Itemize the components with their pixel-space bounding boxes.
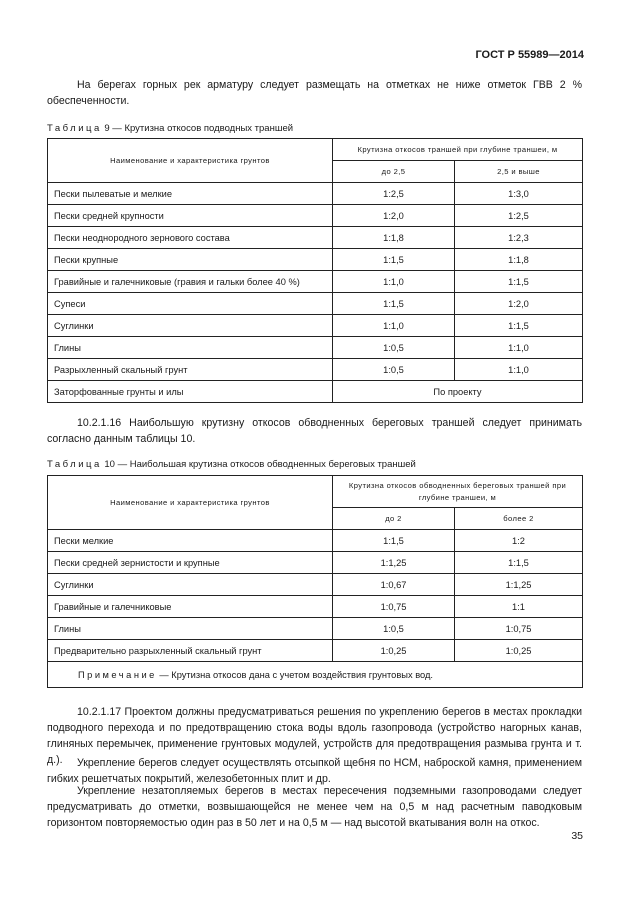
table9-col-b: 2,5 и выше (455, 161, 583, 183)
document-header: ГОСТ Р 55989—2014 (475, 49, 584, 61)
table10-cell-name: Глины (48, 618, 333, 640)
table10-caption (47, 459, 416, 470)
table9-cell-b: 1:1,8 (455, 249, 583, 271)
table9-cell-a: 1:1,5 (333, 293, 455, 315)
table9-cell-name: Пески средней крупности (48, 205, 333, 227)
table10-col-b: более 2 (455, 508, 583, 530)
table9-cell-a: 1:1,8 (333, 227, 455, 249)
table9-cell-name: Супеси (48, 293, 333, 315)
table-row (48, 227, 583, 249)
table9-cell-b: 1:2,3 (455, 227, 583, 249)
table10-cell-b: 1:0,75 (455, 618, 583, 640)
table9-cell-name: Пески крупные (48, 249, 333, 271)
table9-cell-a: 1:1,5 (333, 249, 455, 271)
table10-note (48, 662, 583, 688)
table9-caption-text: 9 — Крутизна откосов подводных траншей (101, 123, 294, 134)
table10-cell-name: Предварительно разрыхленный скальный грунт (48, 640, 333, 662)
table9-cell-b: 1:1,5 (455, 271, 583, 293)
table10-cell-a: 1:0,25 (333, 640, 455, 662)
table9-col-name: Наименование и характеристика грунтов (48, 139, 333, 183)
table10-cell-name: Суглинки (48, 574, 333, 596)
page-number: 35 (571, 830, 583, 842)
table9-cell-a: 1:2,0 (333, 205, 455, 227)
paragraph-10-2-1-16: 10.2.1.16 Наибольшую крутизну откосов обводненных береговых траншей следует принимать согласно данным таблицы 10. (47, 417, 582, 445)
table9-cell-name: Пески пылеватые и мелкие (48, 183, 333, 205)
table9-cell-b: 1:2,5 (455, 205, 583, 227)
table10-cell-b: 1:1,5 (455, 552, 583, 574)
table-row (48, 205, 583, 227)
table9-cell-b: 1:3,0 (455, 183, 583, 205)
table9-last-name: Заторфованные грунты и илы (48, 381, 333, 403)
table10-cell-a: 1:0,67 (333, 574, 455, 596)
table-row (48, 249, 583, 271)
table-row (48, 337, 583, 359)
table10-col-a: до 2 (333, 508, 455, 530)
table-row (48, 315, 583, 337)
table9-cell-a: 1:2,5 (333, 183, 455, 205)
table9 (47, 138, 583, 403)
table9-cell-b: 1:2,0 (455, 293, 583, 315)
table-row (48, 552, 583, 574)
table10-cell-b: 1:1 (455, 596, 583, 618)
table9-cell-name: Пески неоднородного зернового состава (48, 227, 333, 249)
table10-note-text: — Крутизна откосов дана с учетом воздействия грунтовых вод. (156, 669, 434, 680)
paragraph-10-2-1-17: 10.2.1.17 Проектом должны предусматриваться решения по укреплению берегов в местах прокладки подводного перехода и по предотвращению стока воды вдоль газопровода (устройство нагорных канав, глиняных перемычек, применение грунтовых модулей, устройств для предотвращения размыва грунта и т. д.). (47, 706, 582, 766)
table9-cell-a: 1:1,0 (333, 315, 455, 337)
table-row (48, 530, 583, 552)
table9-cell-b: 1:1,0 (455, 337, 583, 359)
table-row (48, 359, 583, 381)
table10-cell-a: 1:0,75 (333, 596, 455, 618)
table9-cell-a: 1:0,5 (333, 359, 455, 381)
table10-cell-b: 1:0,25 (455, 640, 583, 662)
table10-cell-name: Пески средней зернистости и крупные (48, 552, 333, 574)
table-row (48, 183, 583, 205)
table-row (48, 271, 583, 293)
table9-last-value: По проекту (333, 381, 583, 403)
table9-col-group: Крутизна откосов траншей при глубине траншеи, м (333, 139, 583, 161)
table10-cell-b: 1:1,25 (455, 574, 583, 596)
table9-cell-b: 1:1,0 (455, 359, 583, 381)
table-row (48, 293, 583, 315)
table9-caption-word: Таблица (47, 123, 102, 134)
table9-cell-name: Разрыхленный скальный грунт (48, 359, 333, 381)
table10-note-word: Примечание (78, 669, 157, 680)
table-row (48, 574, 583, 596)
table-row (48, 381, 583, 403)
table-row (48, 640, 583, 662)
table-row (48, 618, 583, 640)
table10-caption-text: 10 — Наибольшая крутизна откосов обводненных береговых траншей (101, 459, 416, 470)
table10-note-row (48, 662, 583, 688)
paragraph-intro: На берегах горных рек арматуру следует размещать на отметках не ниже отметок ГВВ 2 % обеспеченности. (47, 79, 582, 107)
table10-cell-a: 1:1,25 (333, 552, 455, 574)
table9-cell-b: 1:1,5 (455, 315, 583, 337)
table9-cell-name: Глины (48, 337, 333, 359)
table9-col-a: до 2,5 (333, 161, 455, 183)
table10-col-name: Наименование и характеристика грунтов (48, 476, 333, 530)
table9-cell-a: 1:0,5 (333, 337, 455, 359)
table10-cell-name: Пески мелкие (48, 530, 333, 552)
table10-caption-word: Таблица (47, 459, 102, 470)
table-row (48, 596, 583, 618)
table10-col-group: Крутизна откосов обводненных береговых траншей при глубине траншеи, м (333, 476, 583, 508)
table10-cell-name: Гравийные и галечниковые (48, 596, 333, 618)
table10-cell-a: 1:0,5 (333, 618, 455, 640)
table9-cell-a: 1:1,0 (333, 271, 455, 293)
table10-cell-b: 1:2 (455, 530, 583, 552)
table10-cell-a: 1:1,5 (333, 530, 455, 552)
table9-cell-name: Гравийные и галечниковые (гравия и гальки более 40 %) (48, 271, 333, 293)
paragraph-nezatoplyaemye: Укрепление незатопляемых берегов в местах пересечения подземными газопроводами следует предусматривать до отметки, возвышающейся не менее чем на 0,5 м над расчетным паводковым горизонтом повторяемостью один раз в 50 лет и на 0,5 м — над высотой вкатывания волн на откос. (47, 785, 582, 829)
table9-caption (47, 123, 293, 134)
paragraph-ukreplenie: Укрепление берегов следует осуществлять отсыпкой щебня по НСМ, наброской камня, применением гибких решетчатых покрытий, железобетонных плит и др. (47, 757, 582, 785)
table10 (47, 475, 583, 688)
table9-cell-name: Суглинки (48, 315, 333, 337)
